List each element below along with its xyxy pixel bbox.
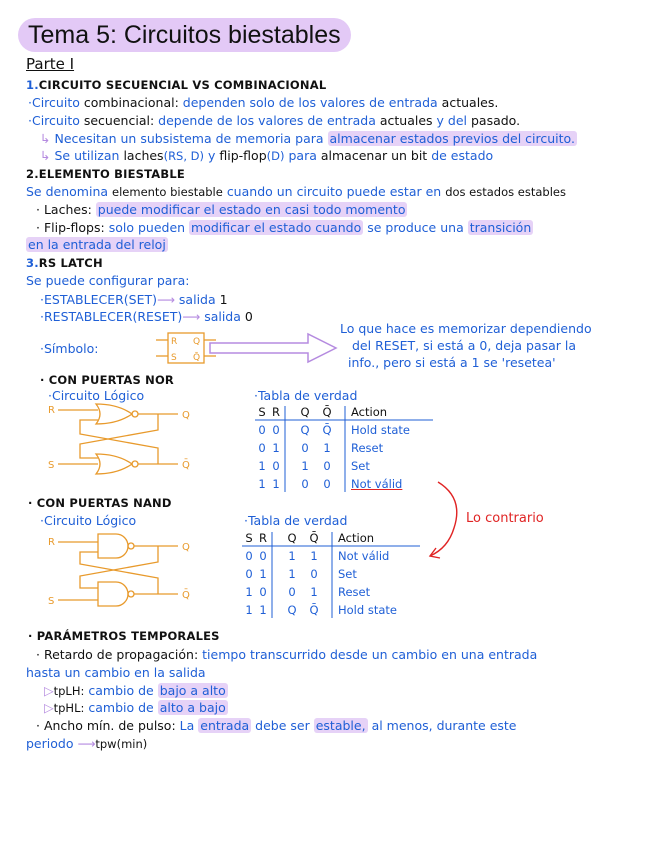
nand-cell: 1 xyxy=(288,567,296,581)
nor-cell: 0 xyxy=(272,423,280,437)
nor-circuit-label: ·Circuito Lógico xyxy=(48,388,145,403)
nand-cell: 0 xyxy=(259,585,267,599)
s2-line-1: Se denomina elemento biestable cuando un circuito puede estar en dos estados estables xyxy=(26,184,566,199)
latch-symbol-q: Q xyxy=(193,337,201,347)
nand-cell: 1 xyxy=(259,567,267,581)
nor-cell: 0 xyxy=(323,477,331,491)
nor-truth-table xyxy=(255,404,435,494)
nor-gate-top xyxy=(96,404,132,424)
nor-cell: Q̄ xyxy=(322,423,332,437)
nor-output-qbar: Q̄ xyxy=(182,460,190,471)
nand-input-r: R xyxy=(48,537,55,548)
s3-config: Se puede configurar para: xyxy=(26,273,190,288)
section-1-heading: 1.CIRCUITO SECUENCIAL VS COMBINACIONAL xyxy=(26,78,327,92)
s1-line-4: ↳ Se utilizan laches(RS, D) y flip-flop(D) para almacenar un bit de estado xyxy=(40,148,494,163)
nand-cell: 0 xyxy=(288,585,296,599)
s3-symbol-label: ·Símbolo: xyxy=(40,341,99,356)
nand-cell: Not válid xyxy=(338,549,390,563)
nand-gate-bottom xyxy=(98,582,128,606)
nand-cell: 1 xyxy=(310,585,318,599)
note-line-1: Lo que hace es memorizar dependiendo xyxy=(340,321,592,336)
nand-cell: 0 xyxy=(245,567,253,581)
nand-header-r: R xyxy=(259,531,267,545)
nor-input-s: S xyxy=(48,460,55,471)
nand-output-qbar: Q̄ xyxy=(182,590,190,601)
nand-cell: 1 xyxy=(245,585,253,599)
nand-cell: 0 xyxy=(259,549,267,563)
nor-cell: 0 xyxy=(301,477,309,491)
nor-cell: 1 xyxy=(272,477,280,491)
section-2-heading: 2.ELEMENTO BIESTABLE xyxy=(26,167,185,181)
nor-cell: 0 xyxy=(258,423,266,437)
nand-output-q: Q xyxy=(182,542,190,553)
nor-cell: 1 xyxy=(258,459,266,473)
latch-symbol-s: S xyxy=(171,353,177,363)
nand-cell: Hold state xyxy=(338,603,397,617)
nor-input-r: R xyxy=(48,405,55,416)
params-line-1: · Retardo de propagación: tiempo transcurrido desde un cambio en una entrada xyxy=(36,647,538,662)
nor-cell: Not válid xyxy=(351,477,403,491)
section-3-heading: 3.RS LATCH xyxy=(26,256,103,270)
s2-line-2: · Laches: puede modificar el estado en casi todo momento xyxy=(36,202,406,217)
s1-line-3: ↳ Necesitan un subsistema de memoria para almacenar estados previos del circuito. xyxy=(40,131,575,146)
note-line-3: info., pero si está a 1 se 'resetea' xyxy=(348,355,556,370)
nor-cell: Q xyxy=(300,423,310,437)
s1-line-2: ·Circuito secuencial: depende de los valores de entrada actuales y del pasado. xyxy=(28,113,521,128)
nand-header-s: S xyxy=(245,531,253,545)
s3-reset-line: ·RESTABLECER(RESET)⟶ salida 0 xyxy=(40,309,253,324)
nand-heading: · CON PUERTAS NAND xyxy=(28,496,172,510)
part-label: Parte I xyxy=(26,55,75,73)
latch-symbol-qbar: Q̄ xyxy=(193,353,201,363)
nand-gate-top xyxy=(98,534,128,558)
nand-cell: Q̄ xyxy=(309,603,319,617)
nor-heading: · CON PUERTAS NOR xyxy=(40,373,174,387)
nor-cell: 0 xyxy=(272,459,280,473)
nand-cell: 1 xyxy=(288,549,296,563)
nand-cell: 0 xyxy=(245,549,253,563)
nor-table-title: ·Tabla de verdad xyxy=(254,388,358,403)
nor-cell: 1 xyxy=(323,441,331,455)
nand-cell: Reset xyxy=(338,585,371,599)
nor-header-q: Q xyxy=(300,405,310,419)
nand-cell: Q xyxy=(287,603,297,617)
nor-cell: 0 xyxy=(258,441,266,455)
big-arrow-icon xyxy=(210,334,336,362)
nand-cell: 1 xyxy=(259,603,267,617)
nor-cell: 1 xyxy=(258,477,266,491)
nor-output-q: Q xyxy=(182,410,190,421)
nand-header-qbar: Q̄ xyxy=(309,531,319,545)
params-line-2: hasta un cambio en la salida xyxy=(26,665,206,680)
params-line-6: periodo ⟶tpw(min) xyxy=(26,736,148,751)
params-line-5: · Ancho mín. de pulso: La entrada debe ser estable, al menos, durante este xyxy=(36,718,517,733)
nand-header-action: Action xyxy=(338,531,375,545)
s2-line-3: · Flip-flops: solo pueden modificar el estado cuando se produce una transición xyxy=(36,220,532,235)
contrary-note: Lo contrario xyxy=(466,511,544,526)
nor-circuit-diagram xyxy=(40,400,200,480)
nand-header-q: Q xyxy=(287,531,297,545)
nand-cell: 1 xyxy=(245,603,253,617)
nor-header-r: R xyxy=(272,405,280,419)
nor-cell: 1 xyxy=(301,459,309,473)
nand-cell: 0 xyxy=(310,567,318,581)
nor-header-qbar: Q̄ xyxy=(322,405,332,419)
latch-symbol-r: R xyxy=(171,337,178,347)
params-tplh: ▷tpLH: cambio de bajo a alto xyxy=(44,683,226,698)
latch-symbol-diagram xyxy=(140,328,340,368)
nor-cell: 0 xyxy=(323,459,331,473)
nand-circuit-label: ·Circuito Lógico xyxy=(40,513,137,528)
nand-input-s: S xyxy=(48,596,55,607)
params-heading: · PARÁMETROS TEMPORALES xyxy=(28,629,220,643)
s3-set-line: ·ESTABLECER(SET)⟶ salida 1 xyxy=(40,292,228,307)
page-title: Tema 5: Circuitos biestables xyxy=(18,18,351,52)
nand-truth-table xyxy=(242,530,422,620)
nand-circuit-diagram xyxy=(40,530,200,610)
nand-cell: 1 xyxy=(310,549,318,563)
s2-line-4: en la entrada del reloj xyxy=(28,237,166,252)
nand-table-title: ·Tabla de verdad xyxy=(244,513,348,528)
s1-line-1: ·Circuito combinacional: dependen solo de los valores de entrada actuales. xyxy=(28,95,499,110)
nor-gate-bottom xyxy=(96,454,132,474)
nor-header-action: Action xyxy=(351,405,388,419)
nor-cell: Hold state xyxy=(351,423,410,437)
nor-cell: 0 xyxy=(301,441,309,455)
note-line-2: del RESET, si está a 0, deja pasar la xyxy=(352,338,577,353)
nor-header-s: S xyxy=(258,405,266,419)
nor-cell: 1 xyxy=(272,441,280,455)
nor-cell: Reset xyxy=(351,441,384,455)
nor-cell: Set xyxy=(351,459,370,473)
params-tphl: ▷tpHL: cambio de alto a bajo xyxy=(44,700,226,715)
nand-cell: Set xyxy=(338,567,357,581)
